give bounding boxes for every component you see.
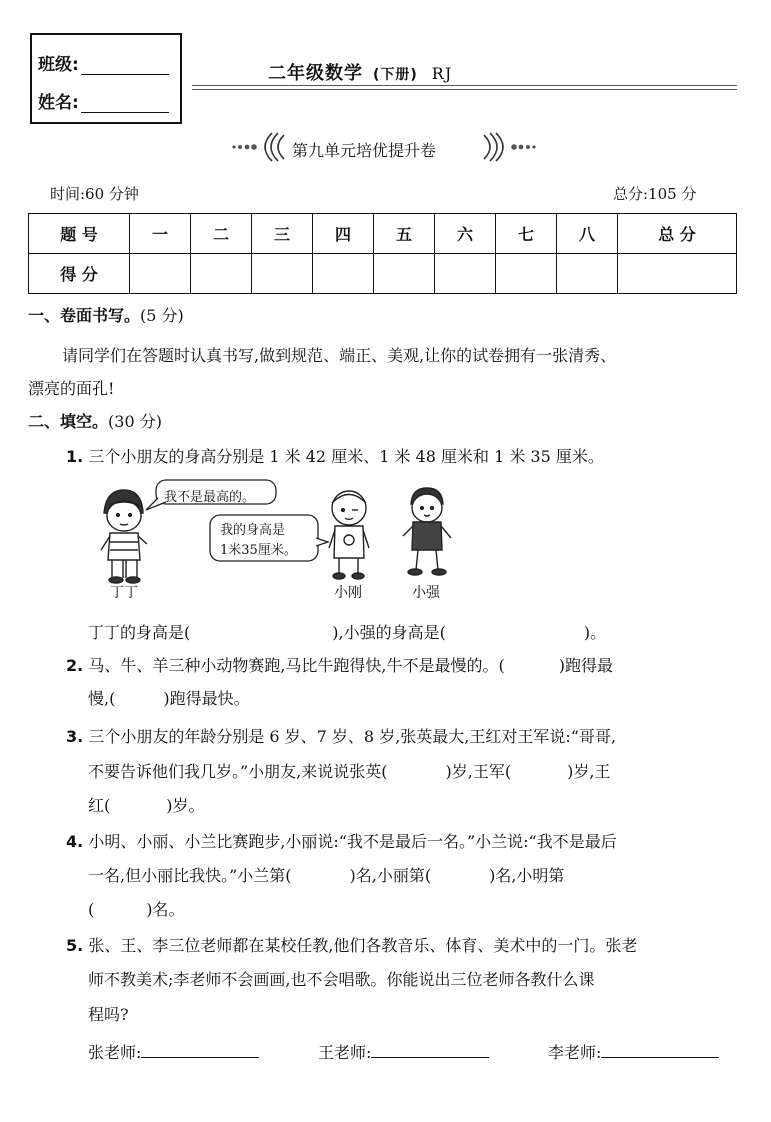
q4-line1-text: 小明、小丽、小兰比赛跑步,小丽说:“我不是最后一名。”小兰说:“我不是最后 [88, 832, 617, 851]
section2-title: 二、填空。 [28, 412, 109, 431]
q4-line2-end: )名,小明第 [489, 866, 565, 885]
q2-number: 2. [66, 656, 84, 675]
kid-xiaoqiang-figure [403, 488, 451, 575]
score-cell-total[interactable] [618, 254, 737, 294]
section1-heading [28, 303, 184, 326]
q1-answer-row [88, 620, 606, 643]
col-1: 一 [130, 214, 191, 254]
book-title [268, 59, 452, 85]
score-cell[interactable] [191, 254, 252, 294]
score-cell[interactable] [374, 254, 435, 294]
q5-answer-li [548, 1040, 719, 1063]
score-cell[interactable] [557, 254, 618, 294]
class-label: 班级: [38, 55, 79, 75]
kid-label-dingding: 丁丁 [110, 585, 138, 601]
class-row [38, 50, 169, 75]
q5-line1 [66, 933, 637, 956]
q5-answer-zhang [88, 1040, 259, 1063]
q4-line1 [66, 829, 617, 852]
book-edition: RJ [431, 64, 453, 83]
col-6: 六 [435, 214, 496, 254]
q5-line2: 师不教美术;李老师不会画画,也不会唱歌。你能说出三位老师各教什么课 [88, 970, 595, 989]
q1-answer-end: )。 [583, 623, 607, 642]
section2-heading [28, 409, 162, 432]
kid-xiaogang-figure [329, 491, 369, 579]
teacher-wang-label: 王老师: [318, 1043, 372, 1062]
class-blank[interactable] [81, 60, 169, 75]
q3-number: 3. [66, 727, 84, 746]
section1-line2: 漂亮的面孔! [28, 379, 115, 398]
q3-line2 [88, 759, 610, 782]
kid-dingding-figure [101, 490, 147, 583]
kid-label-xiaoqiang: 小强 [412, 585, 440, 601]
score-table-header-row [29, 214, 737, 254]
student-info-box [30, 33, 182, 124]
teacher-li-label: 李老师: [548, 1043, 602, 1062]
header-rule-thin [192, 89, 737, 90]
teacher-zhang-blank[interactable] [141, 1043, 259, 1058]
col-2: 二 [191, 214, 252, 254]
unit-title: 第九单元培优提升卷 [292, 141, 437, 160]
name-label: 姓名: [38, 93, 79, 113]
section1-points: (5 分) [140, 306, 184, 325]
name-row [38, 88, 169, 113]
time-limit: 时间:60 分钟 [50, 185, 139, 203]
q4-line3 [88, 897, 185, 920]
section1-line1: 请同学们在答题时认真书写,做到规范、端正、美观,让你的试卷拥有一张清秀、 [62, 346, 617, 365]
q3-line3-start: 红( [88, 796, 111, 815]
q1-answer-mid: ),小强的身高是( [332, 623, 446, 642]
teacher-wang-blank[interactable] [371, 1043, 489, 1058]
col-8: 八 [557, 214, 618, 254]
q4-number: 4. [66, 832, 84, 851]
book-volume: (下册) [373, 67, 418, 83]
score-cell[interactable] [496, 254, 557, 294]
score-table [28, 213, 737, 294]
q4-line3-start: ( [88, 900, 95, 919]
book-title-text: 二年级数学 [268, 63, 363, 84]
header-rule [192, 85, 737, 86]
q2-line2 [88, 686, 250, 709]
q3-line3-end: )岁。 [166, 796, 205, 815]
kid-label-xiaogang: 小刚 [334, 585, 362, 601]
total-score: 总分:105 分 [613, 185, 697, 203]
col-7: 七 [496, 214, 557, 254]
section1-title: 一、卷面书写。 [28, 306, 141, 325]
q3-line1 [66, 724, 616, 747]
q4-line3-end: )名。 [146, 900, 185, 919]
score-table-score-row [29, 254, 737, 294]
q5-line3: 程吗? [88, 1005, 129, 1024]
q3-line2-mid: )岁,王军( [445, 762, 512, 781]
q3-line3 [88, 793, 205, 816]
q5-line1-text: 张、王、李三位老师都在某校任教,他们各教音乐、体育、美术中的一门。张老 [88, 936, 638, 955]
q4-line2-start: 一名,但小丽比我快。”小兰第( [88, 866, 292, 885]
teacher-li-blank[interactable] [601, 1043, 719, 1058]
section2-points: (30 分) [108, 412, 162, 431]
q4-line2-mid: )名,小丽第( [349, 866, 432, 885]
score-row-label: 得 分 [29, 254, 130, 294]
score-cell[interactable] [435, 254, 496, 294]
q3-line1-text: 三个小朋友的年龄分别是 6 岁、7 岁、8 岁,张英最大,王红对王军说:“哥哥, [88, 727, 617, 746]
col-4: 四 [313, 214, 374, 254]
q2-line2-end: )跑得最快。 [163, 689, 250, 708]
total-label: 总 分 [618, 214, 737, 254]
q2-line1-text: 马、牛、羊三种小动物赛跑,马比牛跑得快,牛不是最慢的。( [88, 656, 505, 675]
q1-text-row [66, 444, 604, 467]
question-number-label: 题 号 [29, 214, 130, 254]
q2-line1-end: )跑得最 [558, 656, 613, 675]
q1-answer-prefix: 丁丁的身高是( [88, 623, 191, 642]
q3-line2-start: 不要告诉他们我几岁。”小朋友,来说说张英( [88, 762, 388, 781]
q2-line2-start: 慢,( [88, 689, 116, 708]
q5-number: 5. [66, 936, 84, 955]
bubble1-text: 我不是最高的。 [164, 490, 256, 505]
col-5: 五 [374, 214, 435, 254]
bubble2-text-line2: 1米35厘米。 [220, 543, 297, 558]
q3-line2-end: )岁,王 [567, 762, 611, 781]
q4-line2 [88, 863, 564, 886]
q2-line1 [66, 653, 613, 676]
q1-text: 三个小朋友的身高分别是 1 米 42 厘米、1 米 48 厘米和 1 米 35 厘米。 [88, 447, 604, 466]
name-blank[interactable] [81, 98, 169, 113]
q1-number: 1. [66, 447, 84, 466]
score-cell[interactable] [130, 254, 191, 294]
teacher-zhang-label: 张老师: [88, 1043, 142, 1062]
col-3: 三 [252, 214, 313, 254]
score-cell[interactable] [252, 254, 313, 294]
bubble2-text-line1: 我的身高是 [220, 523, 286, 538]
q5-answer-wang [318, 1040, 489, 1063]
score-cell[interactable] [313, 254, 374, 294]
